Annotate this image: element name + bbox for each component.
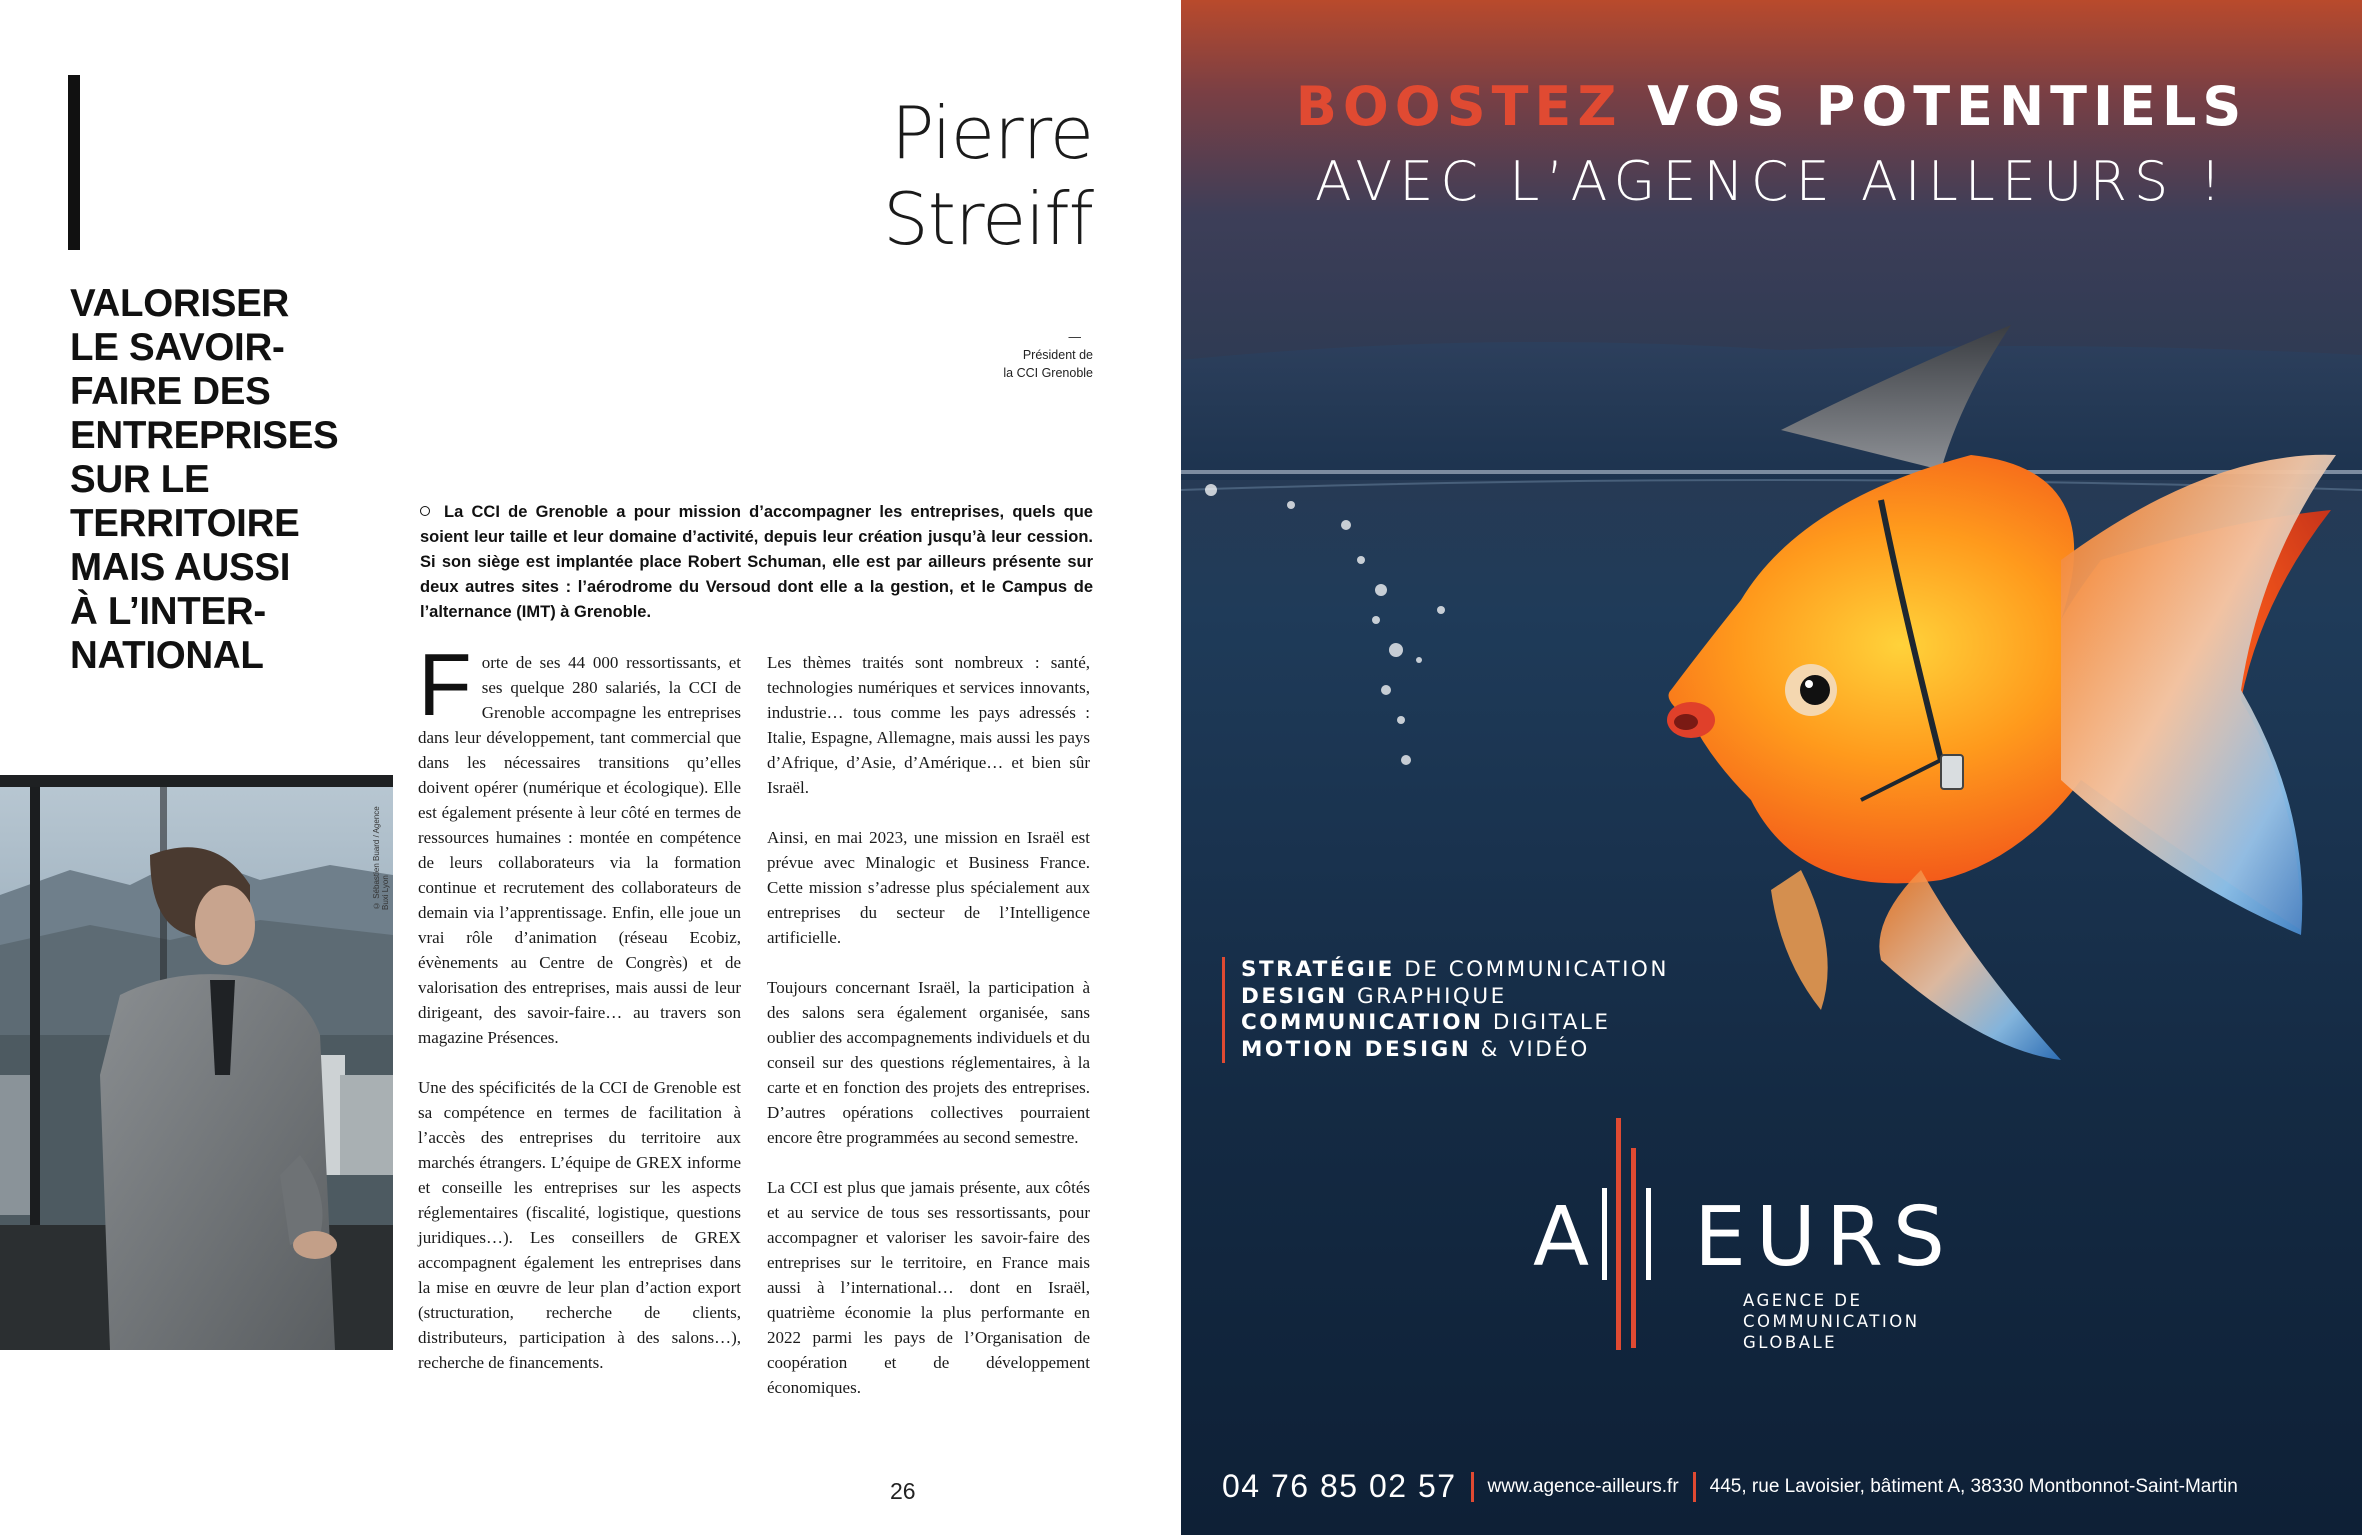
headline-line: SUR LE — [70, 458, 210, 501]
article-column-1 — [418, 635, 741, 1400]
person-name — [693, 90, 1093, 262]
headline-line: NATIONAL — [70, 634, 264, 677]
role-line-2: la CCI Grenoble — [1003, 366, 1093, 380]
person-last-name: Streiff — [883, 177, 1093, 261]
logo-tagline — [1743, 1290, 1920, 1353]
person-first-name: Pierre — [890, 91, 1093, 175]
ad-headline-rest: VOS POTENTIELS — [1647, 75, 2248, 138]
portrait-photo — [0, 775, 393, 1350]
website-link[interactable]: www.agence-ailleurs.fr — [1487, 1475, 1679, 1497]
role-dash: — — [1068, 330, 1081, 344]
headline — [70, 282, 360, 678]
ad-headline-accent: BOOSTEZ — [1295, 75, 1623, 138]
intro-text: La CCI de Grenoble a pour mission d’accompagner les entreprises, quels que soient leur taille et leur domaine d’activité, depuis leur création jusqu’à leur cession. Si son siège est implantée place Robert Schuman, elle est par ailleurs présente sur deux autres sites : l’aérodrome du Versoud dont elle a la gestion, et le Campus de l’alternance (IMT) à Grenoble. — [420, 503, 1093, 621]
contact-bar — [1222, 1468, 2332, 1505]
service-item: MOTION DESIGN & VIDÉO — [1241, 1036, 1590, 1062]
article-column-2 — [767, 650, 1090, 1425]
service-item: COMMUNICATION DIGITALE — [1241, 1010, 1611, 1035]
ailleurs-logo — [1533, 1118, 2013, 1358]
article-paragraph: Ainsi, en mai 2023, une mission en Israël est prévue avec Minalogic et Business France. Cette mission s’adresse plus spécialement aux entreprises du secteur de l’Intelligence artificielle. — [767, 828, 1090, 947]
services-list — [1222, 957, 1669, 1063]
headline-line: À L’INTER- — [70, 590, 266, 633]
intro-paragraph — [420, 500, 1093, 625]
tagline-line: GLOBALE — [1743, 1333, 1838, 1352]
logo-wordmark — [1533, 1190, 1955, 1285]
portrait-illustration — [0, 775, 393, 1350]
service-item: DESIGN GRAPHIQUE — [1241, 983, 1507, 1009]
headline-line: FAIRE DES — [70, 370, 271, 413]
article-paragraph: Une des spécificités de la CCI de Grenoble est sa compétence en termes de facilitation à l’accès des entreprises du territoire aux marchés étrangers. L’équipe de GREX informe et conseille les entreprises sur les aspects réglementaires (fiscalité, logistique, questions juridiques…). Les conseillers de GREX accompagnent également les entreprises dans la mise en œuvre de leur plan d’action export (structuration, recherche de clients, distributeurs, participation à des salons…), recherche de financements. — [418, 1078, 741, 1372]
logo-letters-left: A — [1533, 1190, 1600, 1285]
separator — [1693, 1472, 1696, 1502]
dropcap: F — [418, 635, 472, 734]
headline-line: ENTREPRISES — [70, 414, 339, 457]
headline-line: VALORISER — [70, 282, 290, 325]
phone-number[interactable]: 04 76 85 02 57 — [1222, 1468, 1457, 1504]
tagline-line: COMMUNICATION — [1743, 1312, 1920, 1331]
page-number: 26 — [890, 1478, 916, 1504]
ad-headline-line-2: AVEC L’AGENCE AILLEURS ! — [1314, 150, 2229, 213]
separator — [1471, 1472, 1474, 1502]
article-paragraph: La CCI est plus que jamais présente, aux côtés et au service de tous ses ressortissants, pour accompagner et valoriser les savoir-faire des entreprises sur le territoire, en France mais aussi à l’international… dont en Israël, quatrième économie la plus performante en 2022 parmi les pays de l’Organisation de coopération et de développement économiques. — [767, 1178, 1090, 1397]
article-paragraph: Les thèmes traités sont nombreux : santé, technologies numériques et services innovants, industrie… tous comme les pays adressés : Italie, Espagne, Allemagne, mais aussi les pays d’Afrique, d’Asie, d’Amérique… et bien sûr Israël. — [767, 653, 1090, 797]
ad-headline-line-1 — [1181, 75, 2362, 138]
headline-line: LE SAVOIR- — [70, 326, 285, 369]
service-item: STRATÉGIE DE COMMUNICATION — [1241, 957, 1669, 982]
postal-address: 445, rue Lavoisier, bâtiment A, 38330 Montbonnot-Saint-Martin — [1709, 1475, 2238, 1497]
bullet-circle-icon — [420, 506, 430, 516]
paragraph-text: orte de ses 44 000 ressortissants, et ses quelque 280 salariés, la CCI de Grenoble accompagne les entreprises dans leur développement, tant commercial que dans les nécessaires transitions qu’elles doivent opérer (numérique et écologique). Elle est également présente à leur côté en termes de ressources humaines : montée en compétence de leurs collaborateurs via la formation continue et recrutement des collaborateurs de demain via l’apprentissage. Enfin, elle joue un vrai rôle d’animation (réseau Ecobiz, évènements au Centre de Congrès) et de valorisation des entreprises, mais aussi de leur dirigeant, des savoir-faire… au travers son magazine Présences. — [418, 653, 741, 1047]
role-line-1: Président de — [1022, 348, 1093, 362]
headline-line: TERRITOIRE — [70, 502, 300, 545]
accent-bar — [68, 75, 80, 250]
headline-line: MAIS AUSSI — [70, 546, 291, 589]
photo-credit: © Sébastien Buard / Agence Buxi Lyon — [372, 806, 390, 910]
article-paragraph — [418, 635, 741, 1050]
article-paragraph: Toujours concernant Israël, la participation à des salons sera également organisée, sans oublier des accompagnements individuels et du conseil sur des questions réglementaires, à la carte et en fonction des projets des entreprises. D’autres opérations collectives pourraient encore être programmées au second semestre. — [767, 978, 1090, 1147]
person-role — [893, 328, 1093, 382]
logo-letters-right: EURS — [1694, 1190, 1955, 1285]
tagline-line: AGENCE DE — [1743, 1291, 1863, 1310]
